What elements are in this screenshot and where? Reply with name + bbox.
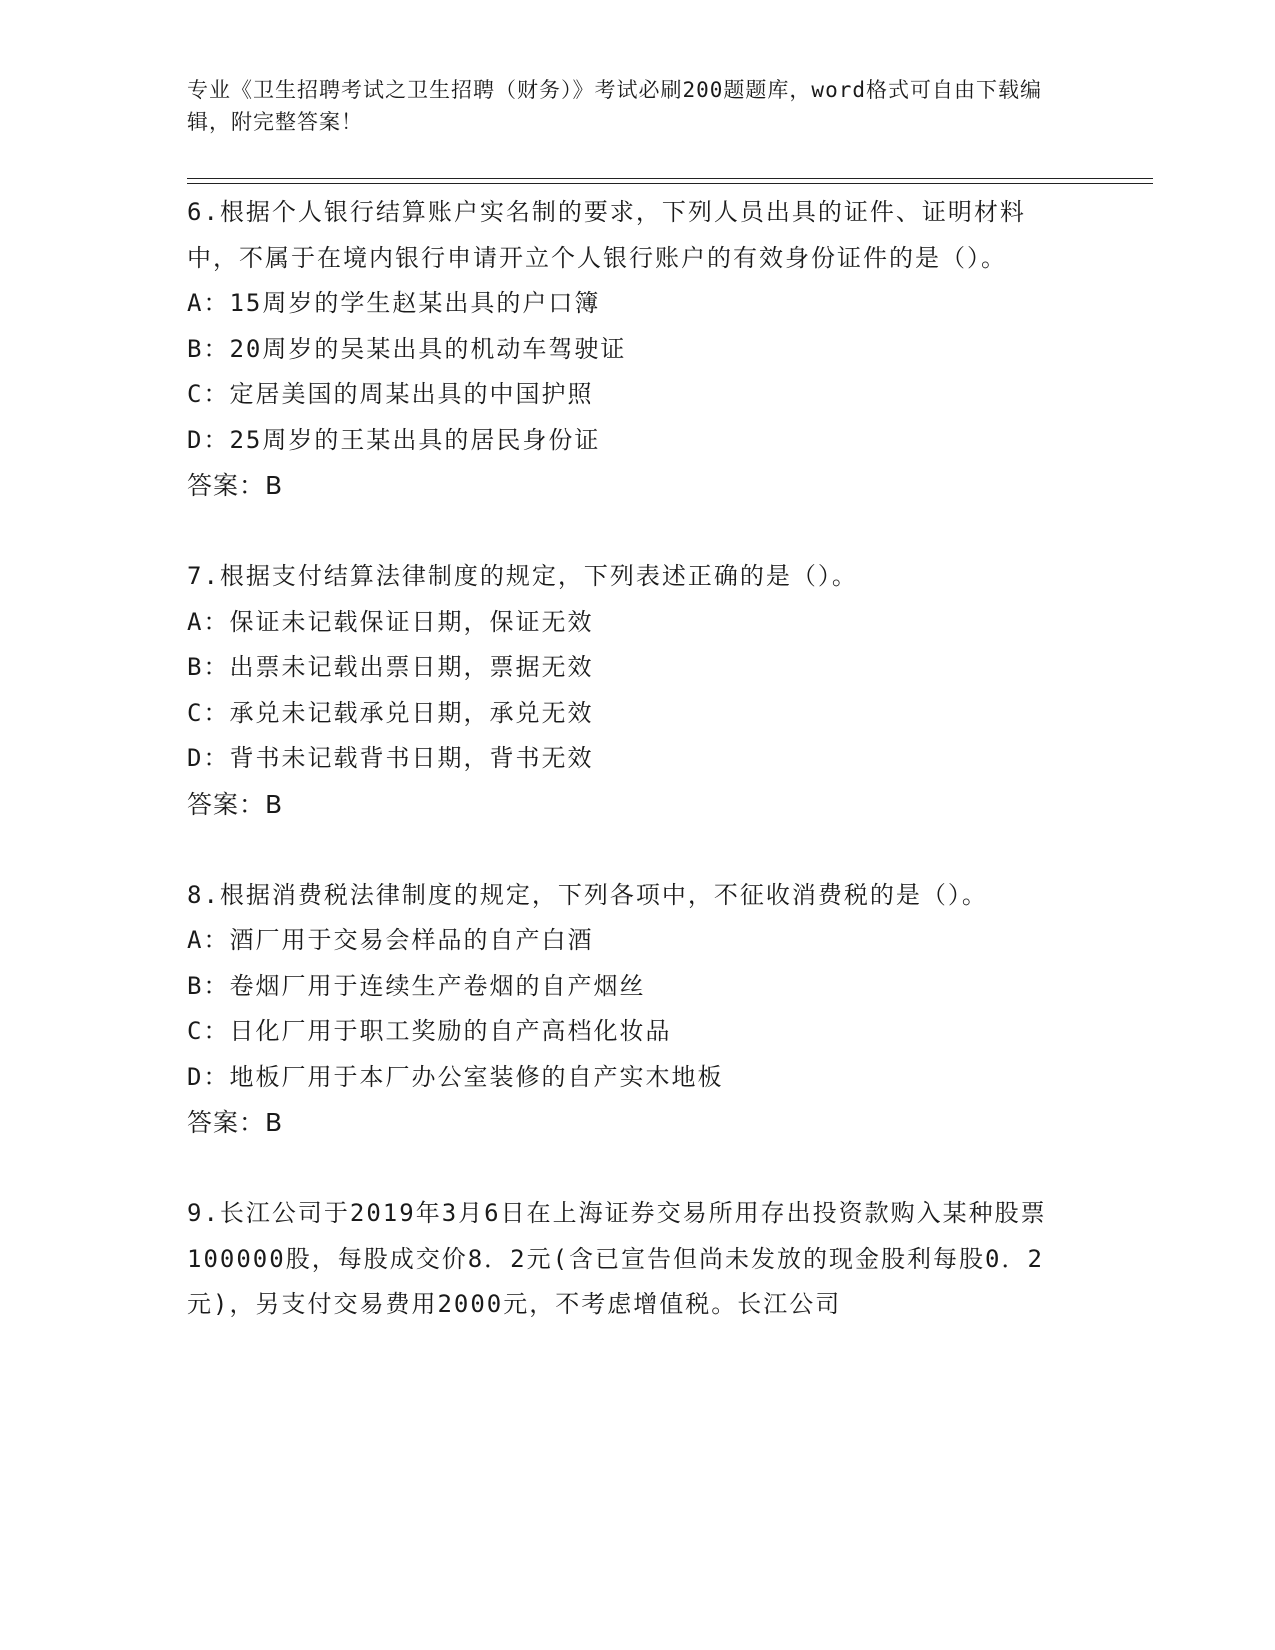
option-d: D：25周岁的王某出具的居民身份证 — [187, 425, 601, 454]
question-7 — [187, 554, 1067, 827]
question-stem: 7.根据支付结算法律制度的规定，下列表述正确的是（）。 — [187, 562, 858, 590]
question-6 — [187, 190, 1067, 509]
spacer — [187, 827, 1067, 873]
option-b: B：20周岁的吴某出具的机动车驾驶证 — [187, 334, 627, 363]
header-divider-top — [187, 178, 1153, 179]
question-stem: 6.根据个人银行结算账户实名制的要求，下列人员出具的证件、证明材料中，不属于在境内银行申请开立个人银行账户的有效身份证件的是（）。 — [187, 198, 1026, 272]
option-a: A：15周岁的学生赵某出具的户口簿 — [187, 289, 601, 317]
option-c: C：日化厂用于职工奖励的自产高档化妆品 — [187, 1017, 672, 1045]
question-stem: 9.长江公司于2019年3月6日在上海证券交易所用存出投资款购入某种股票100000股，每股成交价8．2元(含已宣告但尚未发放的现金股利每股0．2元)，另支付交易费用2000元，不考虑增值税。长江公司 — [187, 1199, 1047, 1318]
question-list — [187, 190, 1067, 1328]
option-c: C：承兑未记载承兑日期，承兑无效 — [187, 698, 594, 727]
answer-line: 答案：B — [187, 1108, 284, 1137]
answer-line: 答案：B — [187, 471, 284, 500]
document-header: 专业《卫生招聘考试之卫生招聘（财务）》考试必刷200题题库，word格式可自由下载编辑，附完整答案！ — [187, 78, 1042, 134]
spacer — [187, 1146, 1067, 1192]
option-d: D：背书未记载背书日期，背书无效 — [187, 744, 594, 772]
option-b: B：卷烟厂用于连续生产卷烟的自产烟丝 — [187, 971, 646, 1000]
option-a: A：保证未记载保证日期，保证无效 — [187, 607, 594, 636]
question-8 — [187, 873, 1067, 1146]
option-b: B：出票未记载出票日期，票据无效 — [187, 653, 594, 681]
answer-line: 答案：B — [187, 789, 284, 819]
question-9 — [187, 1191, 1067, 1328]
spacer — [187, 509, 1067, 555]
question-stem: 8.根据消费税法律制度的规定，下列各项中，不征收消费税的是（）。 — [187, 880, 988, 909]
option-d: D：地板厂用于本厂办公室装修的自产实木地板 — [187, 1062, 724, 1091]
header-divider-bottom — [187, 183, 1153, 184]
option-c: C：定居美国的周某出具的中国护照 — [187, 380, 594, 408]
option-a: A：酒厂用于交易会样品的自产白酒 — [187, 926, 594, 954]
